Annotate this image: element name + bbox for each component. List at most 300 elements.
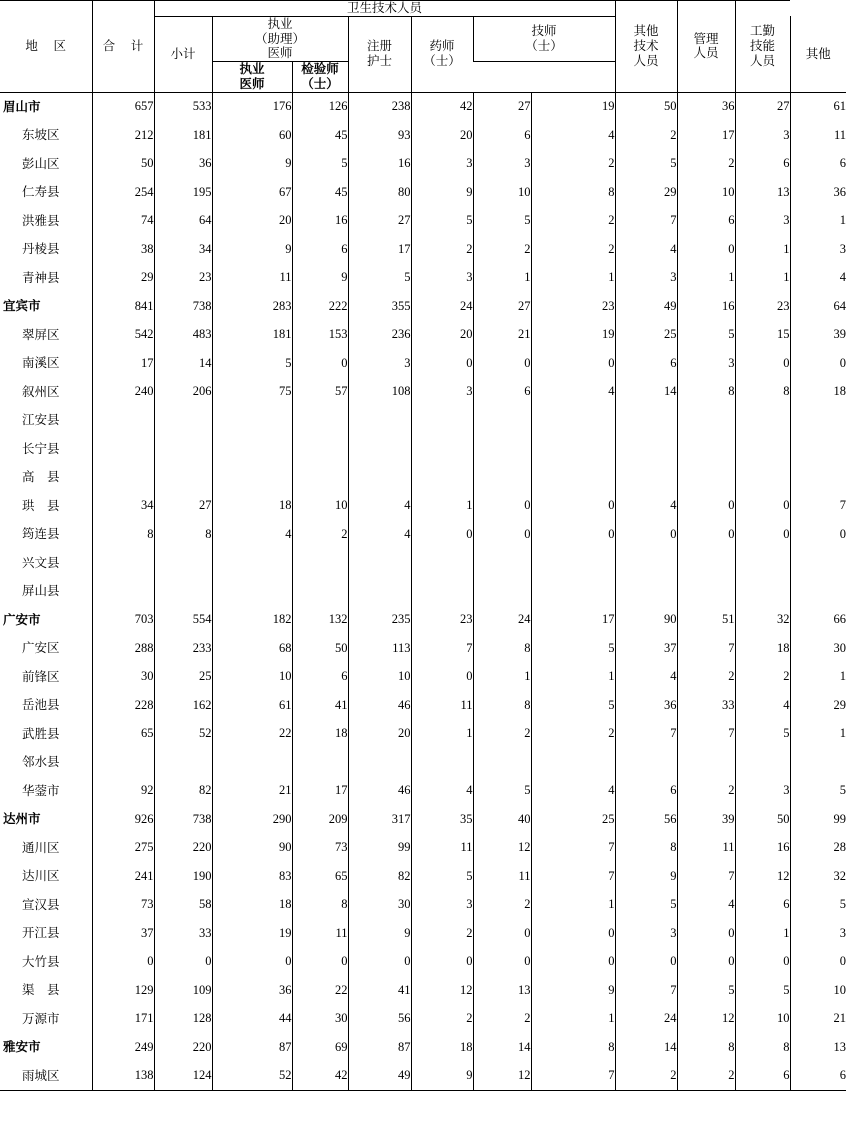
table-cell: 8 [677, 1033, 735, 1062]
table-cell: 14 [615, 1033, 677, 1062]
header-subtotal: 小计 [154, 16, 212, 92]
table-cell: 703 [92, 606, 154, 635]
table-cell [154, 435, 212, 464]
row-region-label: 开江县 [22, 926, 60, 940]
table-cell: 13 [735, 178, 790, 207]
table-cell [677, 577, 735, 606]
table-cell: 10 [677, 178, 735, 207]
table-cell: 33 [677, 691, 735, 720]
table-cell: 0 [790, 520, 846, 549]
table-cell: 7 [790, 492, 846, 521]
table-cell: 25 [615, 321, 677, 350]
table-cell [473, 549, 531, 578]
table-cell: 132 [292, 606, 348, 635]
table-cell [154, 549, 212, 578]
table-cell [615, 748, 677, 777]
table-cell: 11 [473, 862, 531, 891]
table-cell: 0 [473, 492, 531, 521]
table-cell: 195 [154, 178, 212, 207]
table-cell [790, 577, 846, 606]
table-cell [473, 463, 531, 492]
table-cell [292, 406, 348, 435]
table-cell: 22 [212, 720, 292, 749]
header-licensed-doctor: 执业 （助理） 医师 [212, 16, 348, 61]
table-cell: 176 [212, 92, 292, 121]
table-row [0, 235, 846, 264]
table-cell: 25 [531, 805, 615, 834]
table-cell: 241 [92, 862, 154, 891]
table-cell [531, 435, 615, 464]
table-cell: 1 [531, 663, 615, 692]
table-cell: 0 [292, 349, 348, 378]
table-cell: 27 [154, 492, 212, 521]
header-pharmacist: 药师 （士） [411, 16, 473, 92]
table-cell: 14 [473, 1033, 531, 1062]
table-cell: 18 [292, 720, 348, 749]
table-cell: 24 [615, 1005, 677, 1034]
table-cell: 2 [531, 235, 615, 264]
table-cell: 7 [677, 634, 735, 663]
table-cell: 16 [735, 834, 790, 863]
table-cell: 5 [411, 862, 473, 891]
table-cell [212, 406, 292, 435]
table-cell: 46 [348, 777, 411, 806]
table-cell: 6 [292, 663, 348, 692]
table-cell: 4 [615, 663, 677, 692]
table-cell: 355 [348, 292, 411, 321]
table-cell: 3 [615, 264, 677, 293]
table-cell [790, 549, 846, 578]
table-cell: 3 [735, 121, 790, 150]
table-cell: 926 [92, 805, 154, 834]
table-cell: 0 [531, 919, 615, 948]
table-cell: 20 [411, 321, 473, 350]
row-region-label: 达川区 [22, 869, 60, 883]
table-cell: 9 [292, 264, 348, 293]
table-row [0, 435, 846, 464]
table-cell [531, 406, 615, 435]
table-cell: 18 [735, 634, 790, 663]
row-region-label: 屏山县 [22, 584, 60, 598]
table-cell: 39 [677, 805, 735, 834]
table-cell: 4 [411, 777, 473, 806]
table-row [0, 748, 846, 777]
table-cell: 6 [473, 121, 531, 150]
table-cell: 0 [735, 520, 790, 549]
row-region-label: 大竹县 [22, 954, 60, 969]
table-cell: 181 [212, 321, 292, 350]
table-cell: 14 [154, 349, 212, 378]
table-cell: 2 [677, 663, 735, 692]
row-region-label: 岳池县 [22, 698, 60, 712]
table-cell: 20 [348, 720, 411, 749]
table-cell: 6 [615, 777, 677, 806]
table-cell: 1 [411, 492, 473, 521]
table-cell: 38 [92, 235, 154, 264]
table-cell: 99 [790, 805, 846, 834]
table-cell: 87 [212, 1033, 292, 1062]
table-cell: 3 [735, 207, 790, 236]
table-cell [790, 463, 846, 492]
table-cell [735, 577, 790, 606]
table-cell: 99 [348, 834, 411, 863]
table-cell: 5 [790, 891, 846, 920]
table-cell [531, 748, 615, 777]
table-cell: 5 [677, 321, 735, 350]
table-cell: 68 [212, 634, 292, 663]
table-cell: 212 [92, 121, 154, 150]
table-cell: 32 [735, 606, 790, 635]
table-cell: 283 [212, 292, 292, 321]
table-cell: 41 [348, 976, 411, 1005]
row-region-label: 前锋区 [22, 669, 60, 684]
table-cell [677, 549, 735, 578]
table-cell [473, 748, 531, 777]
table-cell: 0 [212, 948, 292, 977]
table-row [0, 492, 846, 521]
table-cell: 36 [790, 178, 846, 207]
table-cell: 34 [154, 235, 212, 264]
table-cell: 5 [348, 264, 411, 293]
table-cell: 19 [531, 92, 615, 121]
table-cell: 2 [735, 663, 790, 692]
table-cell: 3 [411, 150, 473, 179]
table-cell: 4 [348, 520, 411, 549]
table-cell [615, 577, 677, 606]
table-cell: 0 [790, 349, 846, 378]
table-cell: 66 [790, 606, 846, 635]
table-cell: 5 [531, 691, 615, 720]
table-cell: 190 [154, 862, 212, 891]
table-cell: 49 [615, 292, 677, 321]
table-cell: 2 [411, 235, 473, 264]
table-cell: 0 [735, 349, 790, 378]
table-cell: 0 [473, 349, 531, 378]
table-cell [473, 406, 531, 435]
table-row [0, 1062, 846, 1091]
header-registered-nurse: 注册 护士 [348, 16, 411, 92]
table-cell: 27 [473, 92, 531, 121]
table-cell: 82 [348, 862, 411, 891]
table-cell: 27 [348, 207, 411, 236]
table-cell: 3 [348, 349, 411, 378]
table-cell: 0 [677, 948, 735, 977]
row-region-label: 青神县 [22, 270, 60, 285]
table-cell: 153 [292, 321, 348, 350]
table-cell: 3 [411, 891, 473, 920]
table-row [0, 663, 846, 692]
table-cell: 2 [473, 235, 531, 264]
table-cell: 4 [212, 520, 292, 549]
table-cell: 7 [677, 720, 735, 749]
table-cell [212, 463, 292, 492]
table-cell: 7 [615, 207, 677, 236]
header-region: 地 区 [0, 1, 92, 93]
table-cell [348, 406, 411, 435]
table-cell [790, 406, 846, 435]
table-cell: 52 [154, 720, 212, 749]
table-cell: 8 [292, 891, 348, 920]
table-cell: 33 [154, 919, 212, 948]
table-cell: 35 [411, 805, 473, 834]
table-cell: 235 [348, 606, 411, 635]
table-cell: 30 [790, 634, 846, 663]
table-cell: 4 [615, 492, 677, 521]
table-cell: 9 [531, 976, 615, 1005]
table-cell: 45 [292, 121, 348, 150]
header-total: 合 计 [92, 1, 154, 93]
table-cell [212, 748, 292, 777]
table-cell: 8 [531, 1033, 615, 1062]
table-cell: 12 [411, 976, 473, 1005]
table-cell: 12 [473, 834, 531, 863]
table-cell: 29 [790, 691, 846, 720]
table-cell: 4 [615, 235, 677, 264]
table-cell: 233 [154, 634, 212, 663]
table-cell [473, 435, 531, 464]
table-cell: 32 [790, 862, 846, 891]
table-cell: 23 [411, 606, 473, 635]
header-technician: 技师 （士） [473, 16, 615, 61]
table-cell: 138 [92, 1062, 154, 1091]
table-cell: 18 [212, 891, 292, 920]
row-region-label: 翠屏区 [22, 327, 60, 342]
table-cell: 240 [92, 378, 154, 407]
table-cell: 238 [348, 92, 411, 121]
table-row [0, 834, 846, 863]
table-cell: 6 [735, 891, 790, 920]
table-cell: 220 [154, 834, 212, 863]
table-cell: 17 [92, 349, 154, 378]
table-cell: 18 [790, 378, 846, 407]
table-cell: 0 [531, 349, 615, 378]
table-row [0, 520, 846, 549]
table-row [0, 1005, 846, 1034]
table-row [0, 777, 846, 806]
table-cell: 36 [154, 150, 212, 179]
table-cell: 0 [292, 948, 348, 977]
table-cell: 1 [790, 720, 846, 749]
row-region-label: 南溪区 [22, 356, 60, 370]
table-cell [735, 463, 790, 492]
table-cell: 8 [615, 834, 677, 863]
row-region-label: 武胜县 [22, 726, 60, 741]
table-row [0, 549, 846, 578]
table-cell: 41 [292, 691, 348, 720]
table-row [0, 406, 846, 435]
table-cell: 128 [154, 1005, 212, 1034]
table-row [0, 891, 846, 920]
table-cell: 12 [735, 862, 790, 891]
table-cell: 129 [92, 976, 154, 1005]
table-cell: 0 [411, 349, 473, 378]
table-cell: 18 [212, 492, 292, 521]
table-cell: 16 [292, 207, 348, 236]
table-cell: 36 [677, 92, 735, 121]
table-cell: 56 [348, 1005, 411, 1034]
table-cell [735, 549, 790, 578]
table-row [0, 976, 846, 1005]
table-cell: 5 [212, 349, 292, 378]
table-cell: 16 [677, 292, 735, 321]
table-cell [92, 748, 154, 777]
table-cell [292, 748, 348, 777]
table-cell: 2 [292, 520, 348, 549]
table-cell [411, 435, 473, 464]
table-cell: 249 [92, 1033, 154, 1062]
table-cell: 10 [473, 178, 531, 207]
table-cell: 8 [677, 378, 735, 407]
table-cell: 275 [92, 834, 154, 863]
table-cell: 5 [531, 634, 615, 663]
table-cell: 11 [411, 834, 473, 863]
table-cell: 40 [473, 805, 531, 834]
table-cell: 2 [411, 919, 473, 948]
row-region-label: 筠连县 [22, 527, 60, 541]
table-cell: 74 [92, 207, 154, 236]
row-region-label: 仁寿县 [22, 185, 60, 199]
table-cell [677, 463, 735, 492]
table-cell [615, 549, 677, 578]
table-cell: 5 [411, 207, 473, 236]
table-row [0, 378, 846, 407]
table-cell: 483 [154, 321, 212, 350]
table-cell: 9 [615, 862, 677, 891]
table-cell: 25 [154, 663, 212, 692]
table-cell: 21 [212, 777, 292, 806]
table-cell: 7 [615, 976, 677, 1005]
table-cell: 23 [531, 292, 615, 321]
table-cell: 5 [473, 207, 531, 236]
table-cell: 2 [473, 720, 531, 749]
table-cell: 0 [677, 235, 735, 264]
table-cell [790, 748, 846, 777]
table-cell: 3 [790, 919, 846, 948]
table-cell: 3 [677, 349, 735, 378]
table-row [0, 178, 846, 207]
table-cell: 3 [790, 235, 846, 264]
table-cell: 3 [735, 777, 790, 806]
row-region-label: 宜宾市 [3, 299, 41, 313]
table-cell [615, 406, 677, 435]
row-region-label: 东坡区 [22, 128, 60, 142]
table-cell: 12 [677, 1005, 735, 1034]
table-row [0, 292, 846, 321]
table-cell: 30 [92, 663, 154, 692]
table-cell: 8 [92, 520, 154, 549]
table-cell: 27 [473, 292, 531, 321]
table-cell: 83 [212, 862, 292, 891]
row-region-label: 高 县 [22, 470, 60, 484]
table-cell [677, 435, 735, 464]
table-cell: 17 [531, 606, 615, 635]
table-cell: 8 [473, 634, 531, 663]
table-row [0, 634, 846, 663]
table-cell: 50 [735, 805, 790, 834]
table-cell: 126 [292, 92, 348, 121]
table-cell: 4 [348, 492, 411, 521]
table-cell: 109 [154, 976, 212, 1005]
table-row [0, 463, 846, 492]
table-cell: 45 [292, 178, 348, 207]
table-cell: 28 [790, 834, 846, 863]
table-cell: 17 [292, 777, 348, 806]
table-row [0, 321, 846, 350]
table-cell: 3 [411, 378, 473, 407]
table-cell: 10 [790, 976, 846, 1005]
table-row [0, 919, 846, 948]
table-row [0, 92, 846, 121]
table-cell: 0 [411, 948, 473, 977]
header-other-health: 其他 [790, 16, 846, 92]
row-region-label: 达州市 [3, 812, 41, 826]
table-cell: 50 [92, 150, 154, 179]
table-cell: 8 [735, 1033, 790, 1062]
table-row [0, 207, 846, 236]
table-cell [411, 549, 473, 578]
table-cell: 6 [790, 1062, 846, 1091]
table-cell [212, 577, 292, 606]
table-cell: 317 [348, 805, 411, 834]
table-cell [212, 435, 292, 464]
table-cell: 0 [348, 948, 411, 977]
table-row [0, 691, 846, 720]
table-cell [154, 577, 212, 606]
table-cell: 0 [615, 520, 677, 549]
row-region-label: 雅安市 [3, 1040, 41, 1054]
table-cell: 9 [411, 178, 473, 207]
table-cell [292, 549, 348, 578]
table-cell: 2 [531, 720, 615, 749]
row-region-label: 眉山市 [0, 92, 92, 121]
table-cell: 50 [615, 92, 677, 121]
table-cell: 10 [735, 1005, 790, 1034]
table-cell: 657 [92, 92, 154, 121]
table-cell: 8 [531, 178, 615, 207]
header-practicing-doctor: 执业 医师 [212, 62, 292, 93]
table-cell: 18 [411, 1033, 473, 1062]
table-cell: 0 [92, 948, 154, 977]
table-cell: 36 [615, 691, 677, 720]
table-cell: 6 [292, 235, 348, 264]
table-cell: 5 [615, 150, 677, 179]
table-cell: 288 [92, 634, 154, 663]
table-cell: 1 [735, 919, 790, 948]
table-cell [677, 406, 735, 435]
table-cell: 7 [531, 862, 615, 891]
table-cell: 7 [411, 634, 473, 663]
table-cell: 0 [531, 520, 615, 549]
table-cell [677, 748, 735, 777]
table-cell: 1 [790, 663, 846, 692]
table-cell: 2 [531, 207, 615, 236]
table-cell: 9 [212, 150, 292, 179]
table-cell [735, 435, 790, 464]
table-row [0, 805, 846, 834]
table-cell: 73 [92, 891, 154, 920]
table-cell [154, 463, 212, 492]
table-cell: 2 [531, 150, 615, 179]
table-cell: 14 [615, 378, 677, 407]
table-cell: 11 [212, 264, 292, 293]
table-cell: 533 [154, 92, 212, 121]
table-cell: 0 [411, 520, 473, 549]
table-cell: 2 [615, 1062, 677, 1091]
table-row [0, 862, 846, 891]
table-cell: 6 [677, 207, 735, 236]
table-cell [735, 748, 790, 777]
table-cell: 20 [212, 207, 292, 236]
